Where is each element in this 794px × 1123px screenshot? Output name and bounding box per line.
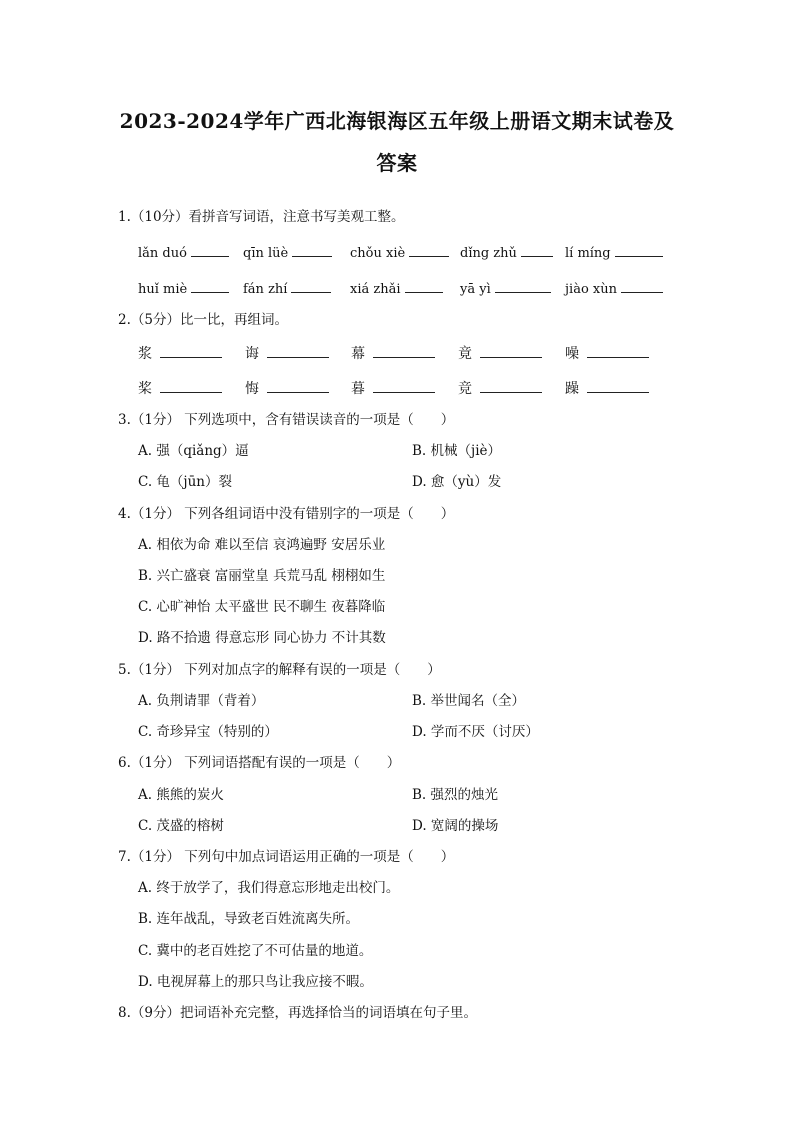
answer-blank[interactable] [621,278,663,293]
question-1-stem: 1.（10分）看拼音写词语，注意书写美观工整。 [118,209,405,225]
title-line-1: 2023-2024学年广西北海银海区五年级上册语文期末试卷及 [119,109,675,133]
option-d[interactable]: D. 学而不厌（讨厌） [412,724,539,740]
option-b[interactable]: B. 连年战乱，导致老百姓流离失所。 [138,911,360,927]
pinyin-item: jiào xùn [565,278,663,297]
option-a[interactable]: A. 熊熊的炭火 [138,787,224,803]
option-d[interactable]: D. 电视屏幕上的那只鸟让我应接不暇。 [138,974,373,990]
compare-item: 幕 [351,343,435,363]
answer-blank[interactable] [373,378,435,393]
option-c[interactable]: C. 冀中的老百姓挖了不可估量的地道。 [138,943,373,959]
option-c[interactable]: C. 茂盛的榕树 [138,818,224,834]
pinyin-item: qīn lüè [243,242,332,261]
answer-blank[interactable] [587,378,649,393]
option-a[interactable]: A. 负荆请罪（背着） [138,693,265,709]
pinyin-row-2 [138,278,670,300]
pinyin-item: fán zhí [243,278,331,297]
compare-item: 竞 [458,378,542,398]
option-b[interactable]: B. 机械（jiè） [412,443,501,459]
option-a[interactable]: A. 相依为命 难以至信 哀鸿遍野 安居乐业 [138,537,386,553]
compare-item: 桨 [138,378,222,398]
pinyin-item: yā yì [460,278,551,297]
answer-blank[interactable] [409,242,449,257]
answer-blank[interactable] [521,242,553,257]
answer-blank[interactable] [405,278,443,293]
question-3-stem: 3.（1分） 下列选项中，含有错误读音的一项是（ ） [118,412,455,428]
pinyin-row-1 [138,242,670,264]
option-c[interactable]: C. 心旷神怡 太平盛世 民不聊生 夜暮降临 [138,599,386,615]
option-a[interactable]: A. 强（qiǎng）逼 [138,443,249,459]
option-c[interactable]: C. 龟（jūn）裂 [138,474,233,490]
option-b[interactable]: B. 强烈的烛光 [412,787,499,803]
compare-item: 躁 [565,378,649,398]
compare-item: 竟 [458,343,542,363]
option-c[interactable]: C. 奇珍异宝（特别的） [138,724,278,740]
option-d[interactable]: D. 愈（yù）发 [412,474,502,490]
compare-item: 悔 [245,378,329,398]
question-6-stem: 6.（1分） 下列词语搭配有误的一项是（ ） [118,755,401,771]
answer-blank[interactable] [160,378,222,393]
pinyin-item: huǐ miè [138,278,229,297]
compare-item: 浆 [138,343,222,363]
answer-blank[interactable] [291,278,331,293]
question-8-stem: 8.（9分）把词语补充完整，再选择恰当的词语填在句子里。 [118,1005,477,1021]
answer-blank[interactable] [480,378,542,393]
answer-blank[interactable] [160,343,222,358]
option-d[interactable]: D. 宽阔的操场 [412,818,499,834]
option-b[interactable]: B. 兴亡盛衰 富丽堂皇 兵荒马乱 栩栩如生 [138,568,386,584]
pinyin-item: dǐng zhǔ [460,242,553,261]
answer-blank[interactable] [495,278,551,293]
option-b[interactable]: B. 举世闻名（全） [412,693,526,709]
answer-blank[interactable] [480,343,542,358]
pinyin-item: xiá zhǎi [350,278,443,297]
answer-blank[interactable] [587,343,649,358]
answer-blank[interactable] [292,242,332,257]
question-7-stem: 7.（1分） 下列句中加点词语运用正确的一项是（ ） [118,849,455,865]
title-line-2: 答案 [376,151,418,175]
compare-item: 暮 [351,378,435,398]
pinyin-item: lí míng [565,242,663,261]
question-2-stem: 2.（5分）比一比，再组词。 [118,312,288,328]
page-title [100,100,694,184]
answer-blank[interactable] [191,242,229,257]
answer-blank[interactable] [191,278,229,293]
pinyin-item: lǎn duó [138,242,229,261]
compare-item: 诲 [245,343,329,363]
option-a[interactable]: A. 终于放学了，我们得意忘形地走出校门。 [138,880,400,896]
answer-blank[interactable] [615,242,663,257]
compare-item: 噪 [565,343,649,363]
answer-blank[interactable] [267,343,329,358]
pinyin-item: chǒu xiè [350,242,449,261]
option-d[interactable]: D. 路不拾遗 得意忘形 同心协力 不计其数 [138,630,386,646]
answer-blank[interactable] [373,343,435,358]
answer-blank[interactable] [267,378,329,393]
question-4-stem: 4.（1分） 下列各组词语中没有错别字的一项是（ ） [118,506,455,522]
question-5-stem: 5.（1分） 下列对加点字的解释有误的一项是（ ） [118,662,441,678]
